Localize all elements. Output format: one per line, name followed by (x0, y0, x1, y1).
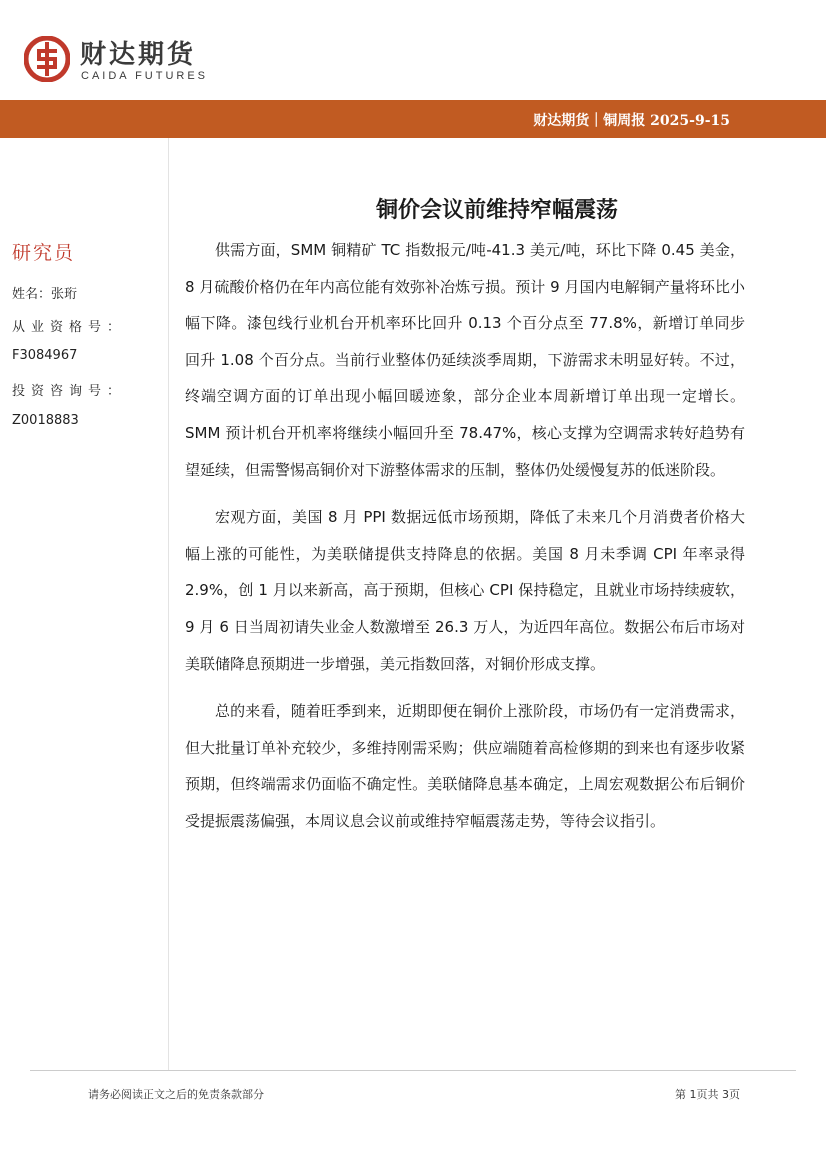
analyst-name: 姓名：张珩 (12, 287, 78, 302)
footer-disclaimer: 请务必阅读正文之后的免责条款部分 (88, 1088, 264, 1101)
consult-number: Z0018883 (12, 413, 79, 428)
report-body (185, 232, 745, 851)
sidebar-divider (168, 138, 169, 1070)
qualification-label: 从业资格号： (12, 320, 127, 335)
report-series-label: 财达期货｜铜周报 2025-9-15 (533, 113, 730, 129)
logo-english-name: CAIDA FUTURES (81, 70, 209, 82)
paragraph-summary: 总的来看，随着旺季到来，近期即便在铜价上涨阶段，市场仍有一定消费需求，但大批量订单补充较少，多维持刚需采购；供应端随着高检修期的到来也有逐步收紧预期，但终端需求仍面临不确定性。美联储降息基本确定，上周宏观数据公布后铜价受提振震荡偏强，本周议息会议前或维持窄幅震荡走势，等待会议指引。 (185, 702, 745, 830)
report-title: 铜价会议前维持窄幅震荡 (375, 197, 618, 223)
paragraph-macro: 宏观方面，美国 8 月 PPI 数据远低市场预期，降低了未来几个月消费者价格大幅上涨的可能性，为美联储提供支持降息的依据。美国 8 月未季调 CPI 年率录得 2.9%，创 1 月以来新高，高于预期，但核心 CPI 保持稳定，且就业市场持续疲软，9 月 6 日当周初请失业金人数激增至 26.3 万人，为近四年高位。数据公布后市场对美联储降息预期进一步增强，美元指数回落，对铜价形成支撑。 (185, 508, 745, 673)
page-number: 第 1页共 3页 (675, 1088, 740, 1101)
paragraph-supply-demand: 供需方面，SMM 铜精矿 TC 指数报元/吨-41.3 美元/吨，环比下降 0.45 美金，8 月硫酸价格仍在年内高位能有效弥补冶炼亏损。预计 9 月国内电解铜产量将环比小幅下降。漆包线行业机台开机率环比回升 0.13 个百分点至 77.8%，新增订单同步回升 1.08 个百分点。当前行业整体仍延续淡季周期，下游需求未明显好转。不过，终端空调方面的订单出现小幅回暖迹象，部分企业本周新增订单出现一定增长。SMM 预计机台开机率将继续小幅回升至 78.47%，核心支撑为空调需求转好趋势有望延续，但需警惕高铜价对下游整体需求的压制，整体仍处缓慢复苏的低迷阶段。 (185, 241, 745, 479)
footer-divider (30, 1070, 796, 1071)
caida-logo-icon (24, 36, 70, 82)
header-banner (0, 100, 826, 138)
analyst-heading: 研究员 (12, 242, 76, 264)
logo-chinese-name: 财达期货 (80, 40, 197, 70)
qualification-number: F3084967 (12, 348, 78, 363)
consult-label: 投资咨询号： (12, 384, 127, 399)
company-logo (24, 32, 224, 88)
